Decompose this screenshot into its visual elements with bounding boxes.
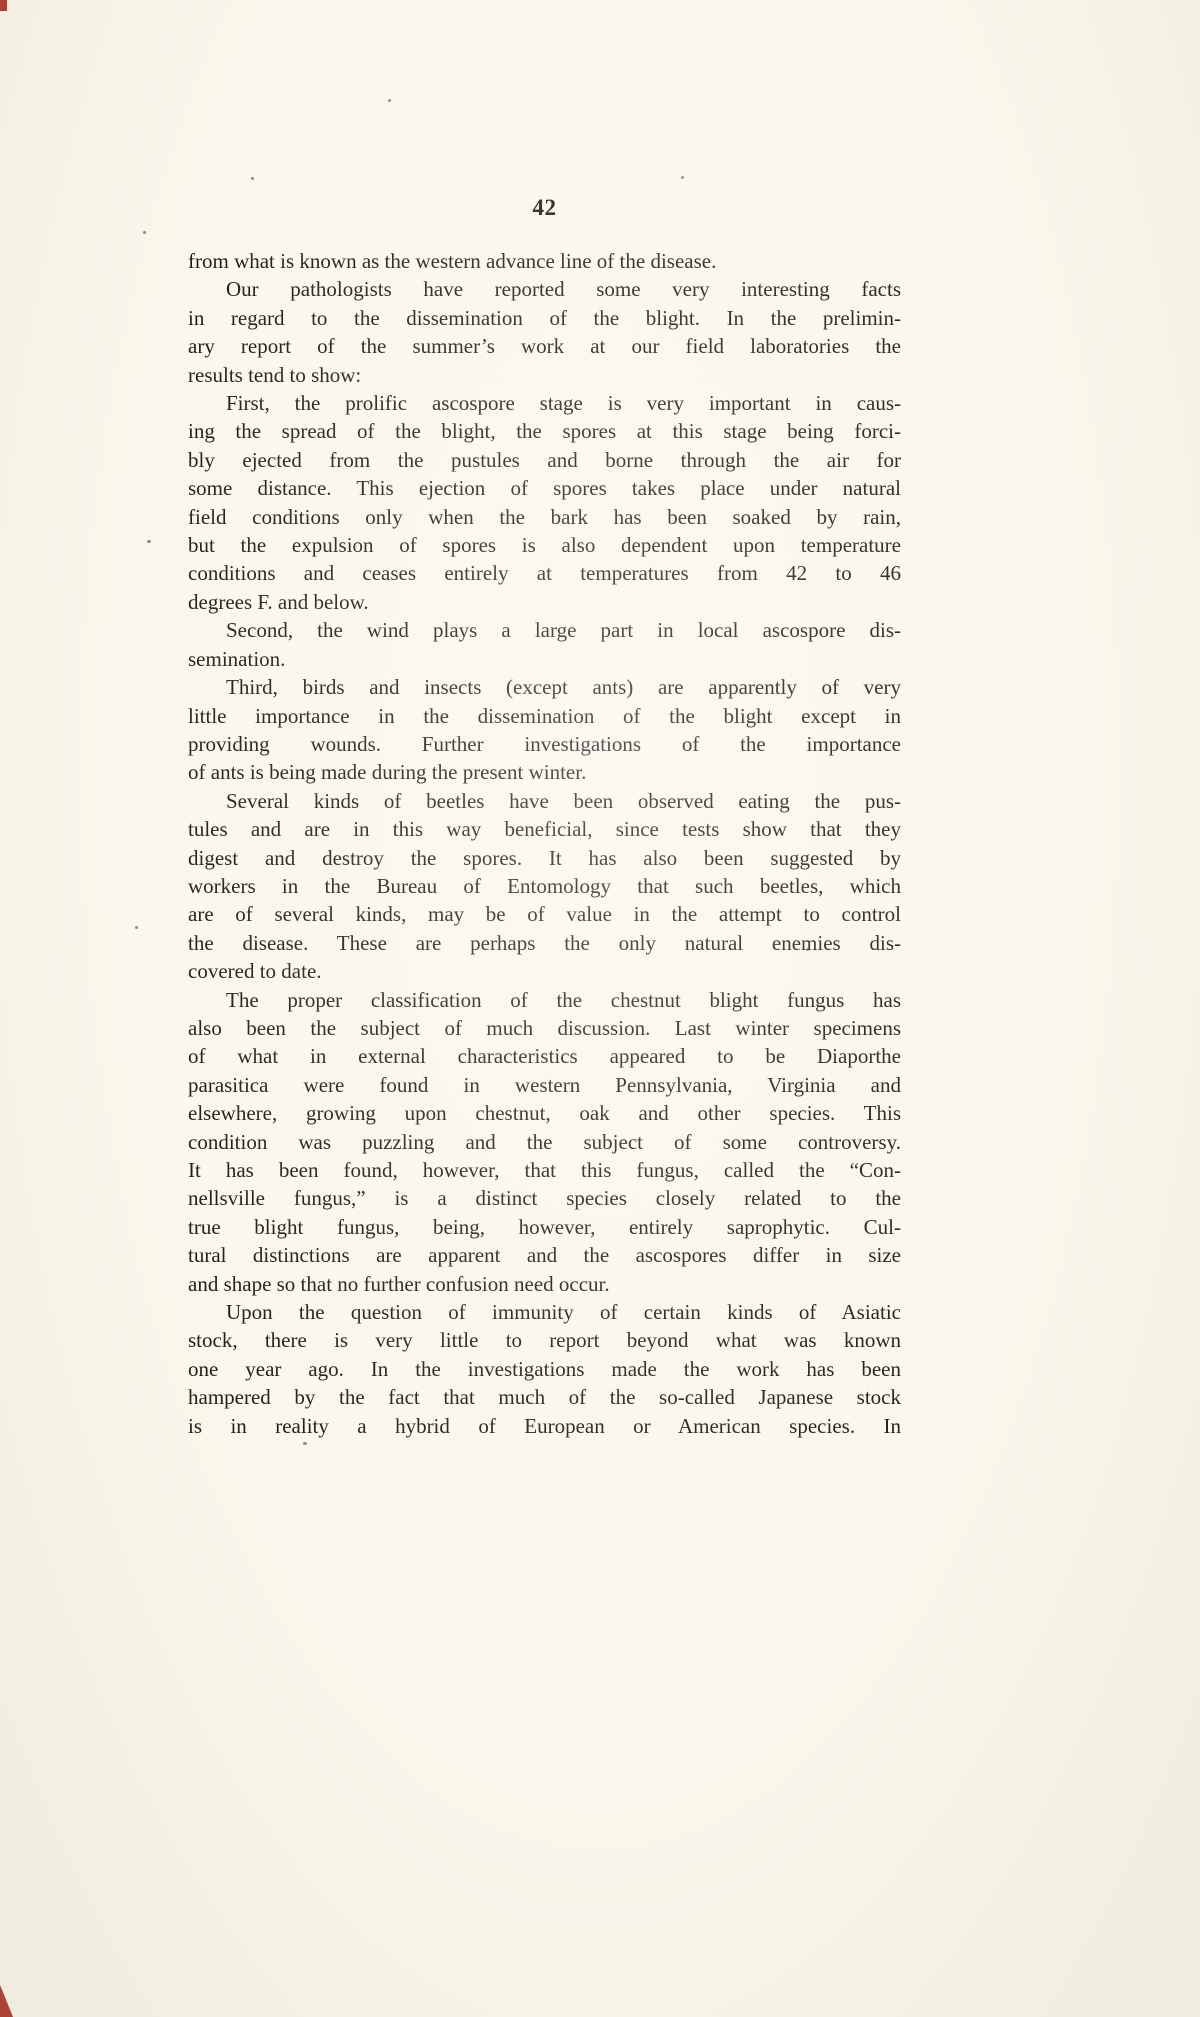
text-line: some distance. This ejection of spores takes place under natural [188,476,901,501]
paragraph [188,616,901,673]
book-edge-mark-top-left [0,0,7,11]
paragraph [188,247,901,275]
text-line: of what in external characteristics appeared to be Diaporthe [188,1044,901,1069]
paragraph [188,389,901,616]
text-line: ing the spread of the blight, the spores at this stage being forci- [188,419,901,444]
text-line: one year ago. In the investigations made the work has been [188,1356,901,1381]
text-line: Second, the wind plays a large part in local ascospore dis- [226,618,901,643]
text-line: The proper classification of the chestnut blight fungus has [226,987,901,1012]
scan-speck [135,926,138,929]
text-line: elsewhere, growing upon chestnut, oak and other species. This [188,1101,901,1126]
page-text [188,247,901,1440]
scan-speck [388,99,391,102]
text-line: of ants is being made during the present winter. [188,760,587,785]
text-line: Third, birds and insects (except ants) are apparently of very [226,675,901,700]
text-line: semination. [188,646,286,671]
scan-speck [143,231,146,234]
text-line: stock, there is very little to report beyond what was known [188,1328,901,1353]
text-line: degrees F. and below. [188,589,369,614]
text-line: conditions and ceases entirely at temperatures from 42 to 46 [188,561,901,586]
text-line: bly ejected from the pustules and borne through the air for [188,447,901,472]
text-line: condition was puzzling and the subject of some controversy. [188,1129,901,1154]
text-line: digest and destroy the spores. It has also been suggested by [188,845,901,870]
text-line: providing wounds. Further investigations of the importance [188,731,901,756]
text-line: parasitica were found in western Pennsylvania, Virginia and [188,1072,901,1097]
text-line: and shape so that no further confusion need occur. [188,1271,610,1296]
text-line: tural distinctions are apparent and the ascospores differ in size [188,1243,901,1268]
text-line: Upon the question of immunity of certain kinds of Asiatic [226,1300,901,1325]
scan-speck [681,176,684,179]
text-line: is in reality a hybrid of European or American species. In [188,1413,901,1438]
text-line: also been the subject of much discussion. Last winter specimens [188,1015,901,1040]
text-line: little importance in the dissemination of the blight except in [188,703,901,728]
text-line: ary report of the summer’s work at our field laboratories the [188,334,901,359]
text-line: covered to date. [188,959,322,984]
text-line: nellsville fungus,” is a distinct species closely related to the [188,1186,901,1211]
text-line: Our pathologists have reported some very interesting facts [226,277,901,302]
text-line: It has been found, however, that this fungus, called the “Con- [188,1158,901,1182]
paragraph [188,787,901,986]
paragraph [188,986,901,1298]
text-line: in regard to the dissemination of the blight. In the prelimin- [188,305,901,330]
text-line: results tend to show: [188,362,362,387]
page-number: 42 [532,195,557,220]
text-line: field conditions only when the bark has been soaked by rain, [188,504,901,529]
text-line: Several kinds of beetles have been observed eating the pus- [226,788,901,813]
book-edge-mark-bottom-left [0,1985,13,2017]
paragraph [188,673,901,787]
scan-speck [251,177,254,180]
text-line: First, the prolific ascospore stage is very important in caus- [226,391,901,416]
text-line: the disease. These are perhaps the only natural enemies dis- [188,930,901,955]
paragraph [188,275,901,389]
paragraph [188,1298,901,1440]
text-line: are of several kinds, may be of value in the attempt to control [188,902,901,927]
text-line: workers in the Bureau of Entomology that such beetles, which [188,873,901,898]
text-line: from what is known as the western advance line of the disease. [188,249,717,273]
text-line: true blight fungus, being, however, entirely saprophytic. Cul- [188,1214,901,1239]
text-line: tules and are in this way beneficial, since tests show that they [188,817,901,842]
text-line: but the expulsion of spores is also dependent upon temperature [188,533,901,558]
text-line: hampered by the fact that much of the so-called Japanese stock [188,1385,901,1410]
scan-speck [303,1442,307,1445]
scan-speck [147,540,151,543]
